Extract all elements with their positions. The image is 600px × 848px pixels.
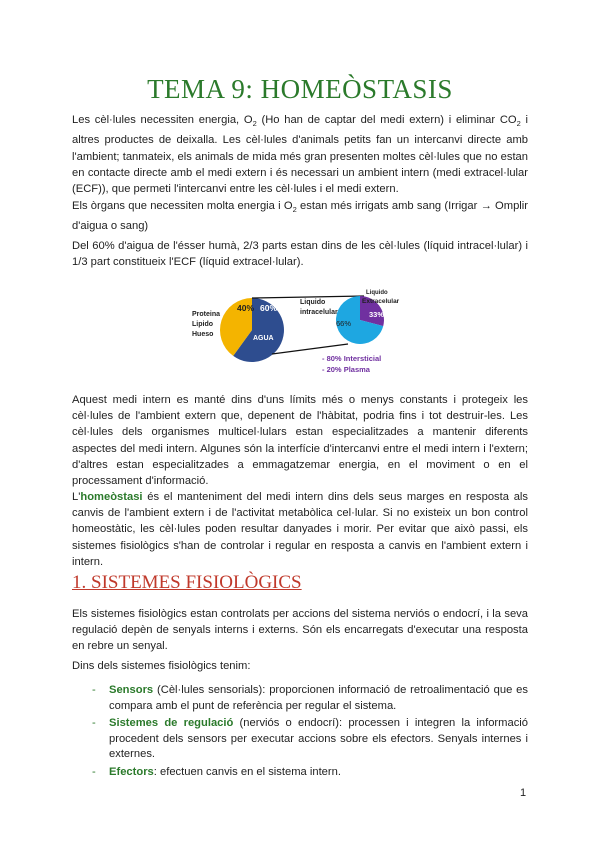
pie1-center-label: AGUA xyxy=(253,335,274,342)
pie-chart-body-water xyxy=(192,298,284,362)
page-number: 1 xyxy=(520,787,527,799)
section-heading-physiological-systems: 1. SISTEMES FISIOLÒGICS xyxy=(72,572,302,593)
paragraph-systems-intro: Dins dels sistemes fisiològics tenim: xyxy=(72,660,251,672)
list-item-effectors: - Efectors: efectuen canvis en el sistema intern. xyxy=(92,765,341,778)
pie2-pct-intra: 66% xyxy=(336,319,352,328)
pie1-label-lipid: Lipido xyxy=(192,321,213,328)
list-item-regulation: - Sistemes de regulació (nerviós o endocrí): processen i integren la informació procedent dels sensors per executar accions sobre els efectors. Senyals internes i externes. xyxy=(92,717,528,761)
pie1-label-bone: Hueso xyxy=(192,331,214,338)
o2-subscript: 2 xyxy=(252,119,257,129)
connector-top xyxy=(252,296,364,298)
o2-subscript-2: 2 xyxy=(292,205,297,215)
paragraph-water: Del 60% d'aigua de l'ésser humà, 2/3 parts estan dins de les cèl·lules (líquid intracel·lular) i 1/3 part constitueix l'ECF (líquid extracel·lular). xyxy=(72,240,528,269)
para2-text-b: estan més irrigats amb sang (Irrigar → Omplir d'aigua o sang) xyxy=(72,200,529,233)
paragraph-homeostasis xyxy=(72,489,528,570)
paragraph-organs xyxy=(72,198,528,235)
pie2-label-intra-2: intracelular xyxy=(300,309,338,316)
para1-text-c: i altres productes de deixalla. Les cèl·lules d'animals petits fan un intercanvi directe amb l'ambient; tanmateix, els animals de mida més gran presenten moltes cèl·lules que no estan en contacte directe amb el medi extern i és necessari un ambient intern (medi extracel·lular (ECF)), que permeti l'intercanvi entre les cèl·lules i el medi extern. xyxy=(72,114,529,196)
para1-text-a: Les cèl·lules necessiten energia, O xyxy=(72,114,253,126)
para2-text-a: Els òrgans que necessiten molta energia i O xyxy=(72,200,293,212)
extracellular-plasma: - 20% Plasma xyxy=(322,365,370,374)
pie2-label-extra-1: Liquido xyxy=(366,290,388,296)
homeostasis-term: homeòstasi xyxy=(80,491,143,503)
para5-text-a: L' xyxy=(72,491,81,503)
pie1-label-protein: Proteina xyxy=(192,311,221,318)
page-title: TEMA 9: HOMEÒSTASIS xyxy=(147,74,453,104)
term-effectors: Efectors xyxy=(109,765,154,778)
paragraph-intro xyxy=(72,112,528,197)
extracellular-interstitial: - 80% Intersticial xyxy=(322,354,382,363)
para1-text-b: (Ho han de captar del medi extern) i eliminar CO xyxy=(256,114,517,126)
systems-list xyxy=(92,683,528,783)
para5-text-b: és el manteniment del medi intern dins dels seus marges en resposta als canvis de l'ambient extern i de l'activitat metabòlica cel·lular. Si no existeix un bon control homeostàtic, les cèl·lules poden resultar danyades i morir. Per evitar que això passi, els sistemes fisiològics s'han de controlar i regular en resposta a canvis en l'ambient extern i intern. xyxy=(72,491,528,568)
connector-bottom xyxy=(272,344,348,354)
paragraph-internal-medium: Aquest medi intern es manté dins d'uns límits més o menys constants i protegeix les cèl·lules de l'ambient extern que, depenent de l'hàbitat, podria fins i tot destruir-les. Les cèl·lules dels organismes multicel·lulars estan especialitzades a mantenir diferents aspectes del medi intern. Algunes són la interfície d'intercanvi entre el medi intern i l'extern; d'altres estan especialitzades a emmagatzemar energia, en el moviment o en el processament d'informació. xyxy=(72,394,528,488)
pie2-label-extra-2: Extracelular xyxy=(362,298,400,305)
term-regulation: Sistemes de regulació xyxy=(109,717,234,730)
term-sensors: Sensors xyxy=(109,684,154,696)
list-item-sensors: - Sensors (Cèl·lules sensorials): proporcionen informació de retroalimentació que es compara amb el punt de referència per regular el sistema. xyxy=(92,684,528,712)
pie2-label-intra-1: Liquido xyxy=(300,299,326,306)
paragraph-systems-control: Els sistemes fisiològics estan controlats per accions del sistema nerviós o endocrí, i la seva regulació depèn de senyals interns i externs. Són els encarregats d'executar una resposta en rebre un senyal. xyxy=(72,608,528,653)
pie2-pct-extra: 33% xyxy=(369,310,385,319)
co2-subscript: 2 xyxy=(516,119,521,129)
pie1-pct-small: 40% xyxy=(237,303,255,313)
pie-chart-water-compartments xyxy=(300,290,400,344)
pie1-pct-large: 60% xyxy=(260,303,278,313)
water-distribution-figure xyxy=(190,286,410,380)
